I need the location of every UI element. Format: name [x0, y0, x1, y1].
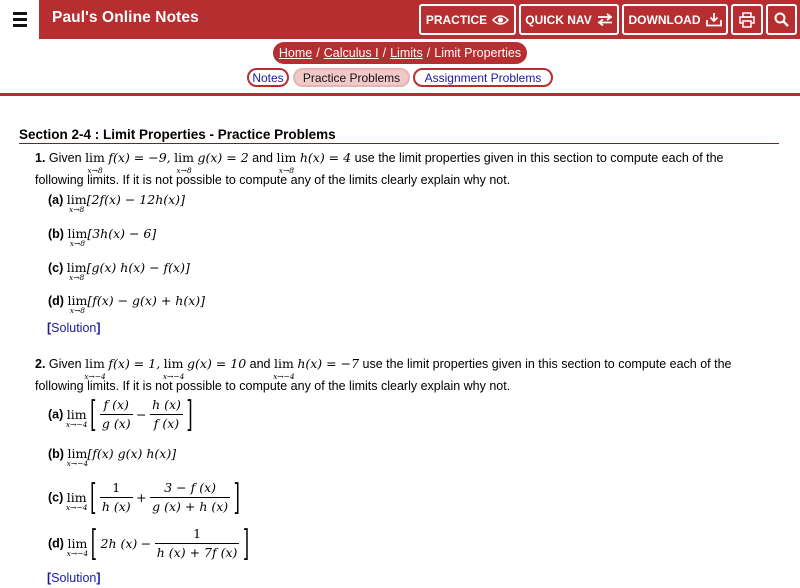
problem-1-instructions: following limits. If it is not possible to compute any of the limits clearly explain why not. — [35, 173, 511, 187]
swap-arrows-icon — [597, 13, 613, 26]
section-divider — [19, 143, 779, 144]
practice-label: PRACTICE — [425, 12, 488, 27]
print-icon — [739, 12, 755, 28]
problem-1-solution: [Solution] — [47, 321, 101, 335]
print-button[interactable] — [731, 4, 763, 35]
breadcrumb-calculus[interactable]: Calculus I — [323, 46, 379, 60]
problem-2-part-a: (a) lim x→−4 [ $\frac{f (x)}{g (x)}$ − $\frac{h (x)}{f (x)}$ ] — [48, 393, 193, 436]
section-title: Section 2-4 : Limit Properties - Practice Problems — [19, 127, 336, 142]
limit-operator: lim x→8 — [276, 150, 297, 175]
breadcrumb: Home / Calculus I / Limits / Limit Properties — [273, 42, 527, 64]
limit-operator: lim x→8 — [85, 150, 105, 175]
problem-2-part-d: (d) lim x→−4 [ 2h (x) − $\frac{1}{h (x) + 7f (x)}$ ] — [48, 522, 250, 565]
tab-practice-problems[interactable]: Practice Problems — [293, 68, 410, 87]
search-button[interactable] — [766, 4, 797, 35]
site-title[interactable]: Paul's Online Notes — [52, 9, 199, 26]
limit-operator: lim x→−4 — [162, 356, 185, 381]
nav-divider — [0, 93, 800, 96]
problem-1-statement: 1. Given lim x→8 f(x) = −9, lim x→8 g(x) = 2 and lim x→8 h(x) = 4 use the limit properties given in this section to compute each of the — [35, 150, 724, 175]
solution-link[interactable]: Solution — [51, 571, 97, 585]
problem-2-statement: 2. Given lim x→−4 f(x) = 1, lim x→−4 g(x) = 10 and lim x→−4 h(x) = −7 use the limit properties given in this section to compute each of the — [35, 356, 732, 381]
limit-operator: lim x→8 — [174, 150, 194, 175]
problem-1-part-a: (a) lim x→8 [2f(x) − 12h(x)] — [48, 192, 185, 214]
top-bar — [0, 0, 800, 39]
quick-nav-button[interactable] — [519, 4, 619, 35]
quick-nav-label: QUICK NAV — [525, 12, 592, 27]
breadcrumb-current: Limit Properties — [434, 46, 522, 60]
problem-2-part-b: (b) lim x→−4 [f(x) g(x) h(x)] — [48, 446, 177, 468]
problem-2-part-c: (c) lim x→−4 [ $\frac{1}{h (x)}$ + $\frac{3 - f (x)}{g (x) + h (x)}$ ] — [48, 476, 240, 519]
breadcrumb-limits[interactable]: Limits — [390, 46, 423, 60]
practice-button[interactable] — [419, 4, 516, 35]
menu-icon[interactable] — [0, 0, 39, 39]
limit-operator: lim x→−4 — [84, 356, 106, 381]
search-icon — [774, 12, 789, 27]
tab-assignment-problems[interactable]: Assignment Problems — [413, 68, 553, 87]
limit-operator: lim x→−4 — [273, 356, 295, 381]
solution-link[interactable]: Solution — [51, 321, 97, 335]
download-icon — [706, 12, 722, 27]
problem-1-part-b: (b) lim x→8 [3h(x) − 6] — [48, 226, 157, 248]
breadcrumb-home[interactable]: Home — [278, 46, 313, 60]
tab-notes[interactable]: Notes — [247, 68, 289, 87]
download-button[interactable] — [622, 4, 728, 35]
problem-1-part-c: (c) lim x→8 [g(x) h(x) − f(x)] — [48, 260, 190, 282]
problem-1-part-d: (d) lim x→8 [f(x) − g(x) + h(x)] — [48, 293, 205, 315]
problem-2-instructions: following limits. If it is not possible to compute any of the limits clearly explain why not. — [35, 379, 511, 393]
eye-icon — [492, 14, 509, 26]
problem-2-solution: [Solution] — [47, 571, 101, 585]
download-label: DOWNLOAD — [628, 12, 701, 27]
